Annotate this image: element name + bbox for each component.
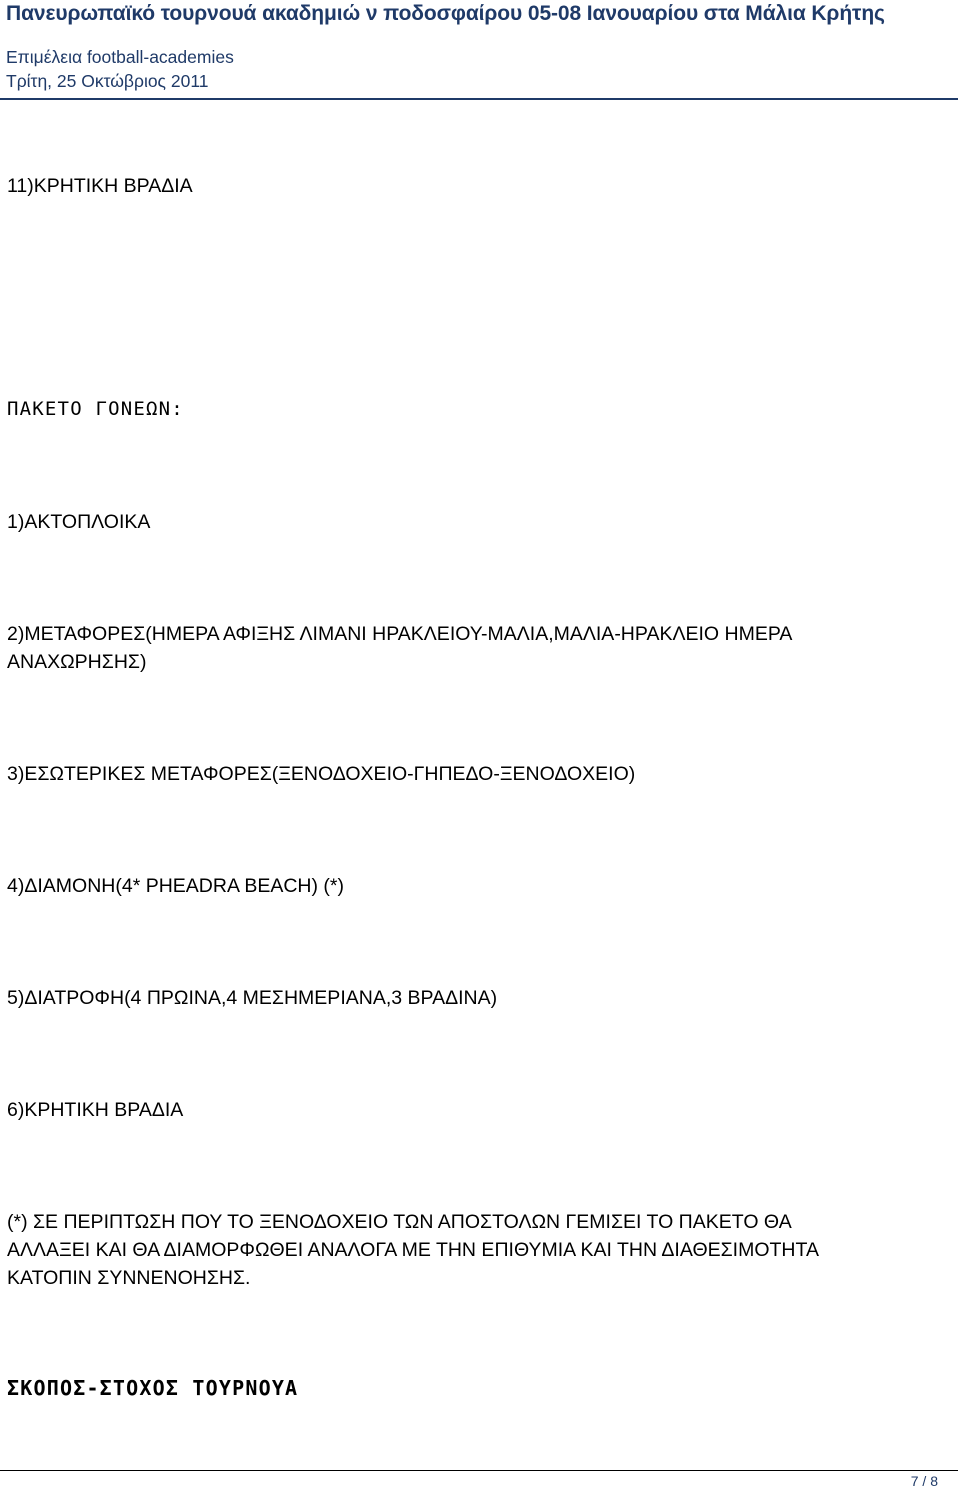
- footer-divider: [0, 1470, 958, 1471]
- document-title: Πανευρωπαϊκό τουρνουά ακαδημιώ ν ποδοσφαίρου 05-08 Ιανουαρίου στα Μάλια Κρήτης: [6, 2, 885, 25]
- header-date: Τρίτη, 25 Οκτώβριος 2011: [6, 71, 209, 91]
- hotel-note: [7, 1208, 952, 1292]
- page-number: 7 / 8: [910, 1473, 938, 1489]
- parents-package-heading: ΠΑΚΕΤΟ ΓΟΝΕΩΝ:: [7, 398, 184, 420]
- item-transfers: 2)ΜΕΤΑΦΟΡΕΣ(ΗΜΕΡΑ ΑΦΙΞΗΣ ΛΙΜΑΝΙ ΗΡΑΚΛΕΙΟΥ-ΜΑΛΙΑ,ΜΑΛΙΑ-ΗΡΑΚΛΕΙΟ ΗΜΕΡΑ: [7, 623, 793, 645]
- hotel-note-line: (*) ΣΕ ΠΕΡΙΠΤΩΣΗ ΠΟΥ ΤΟ ΞΕΝΟΔΟΧΕΙΟ ΤΩΝ ΑΠΟΣΤΟΛΩΝ ΓΕΜΙΣΕΙ ΤΟ ΠΑΚΕΤΟ ΘΑ: [7, 1211, 792, 1233]
- item-meals: 5)ΔΙΑΤΡΟΦΗ(4 ΠΡΩΙΝΑ,4 ΜΕΣΗΜΕΡΙΑΝΑ,3 ΒΡΑΔΙΝΑ): [7, 987, 498, 1009]
- item-internal-transfers: 3)ΕΣΩΤΕΡΙΚΕΣ ΜΕΤΑΦΟΡΕΣ(ΞΕΝΟΔΟΧΕΙΟ-ΓΗΠΕΔΟ-ΞΕΝΟΔΟΧΕΙΟ): [7, 763, 636, 785]
- tournament-goal-heading: ΣΚΟΠΟΣ-ΣΤΟΧΟΣ ΤΟΥΡΝΟΥΑ: [7, 1376, 299, 1400]
- hotel-note-line: ΑΛΛΑΞΕΙ ΚΑΙ ΘΑ ΔΙΑΜΟΡΦΩΘΕΙ ΑΝΑΛΟΓΑ ΜΕ ΤΗΝ ΕΠΙΘΥΜΙΑ ΚΑΙ ΤΗΝ ΔΙΑΘΕΣΙΜΟΤΗΤΑ: [7, 1239, 819, 1261]
- header-credit: Επιμέλεια football-academies: [6, 47, 234, 67]
- hotel-note-line: ΚΑΤΟΠΙΝ ΣΥΝΝΕΝΟΗΣΗΣ.: [7, 1267, 251, 1289]
- item-11-cretan-night: 11)ΚΡΗΤΙΚΗ ΒΡΑΔΙΑ: [7, 175, 193, 197]
- item-ferry: 1)ΑΚΤΟΠΛΟΙΚΑ: [7, 511, 151, 533]
- header-divider: [0, 98, 958, 100]
- item-accommodation: 4)ΔΙΑΜΟΝΗ(4* PHEADRA BEACH) (*): [7, 875, 344, 897]
- item-transfers-cont: ΑΝΑΧΩΡΗΣΗΣ): [7, 651, 147, 673]
- item-6-cretan-night: 6)ΚΡΗΤΙΚΗ ΒΡΑΔΙΑ: [7, 1099, 184, 1121]
